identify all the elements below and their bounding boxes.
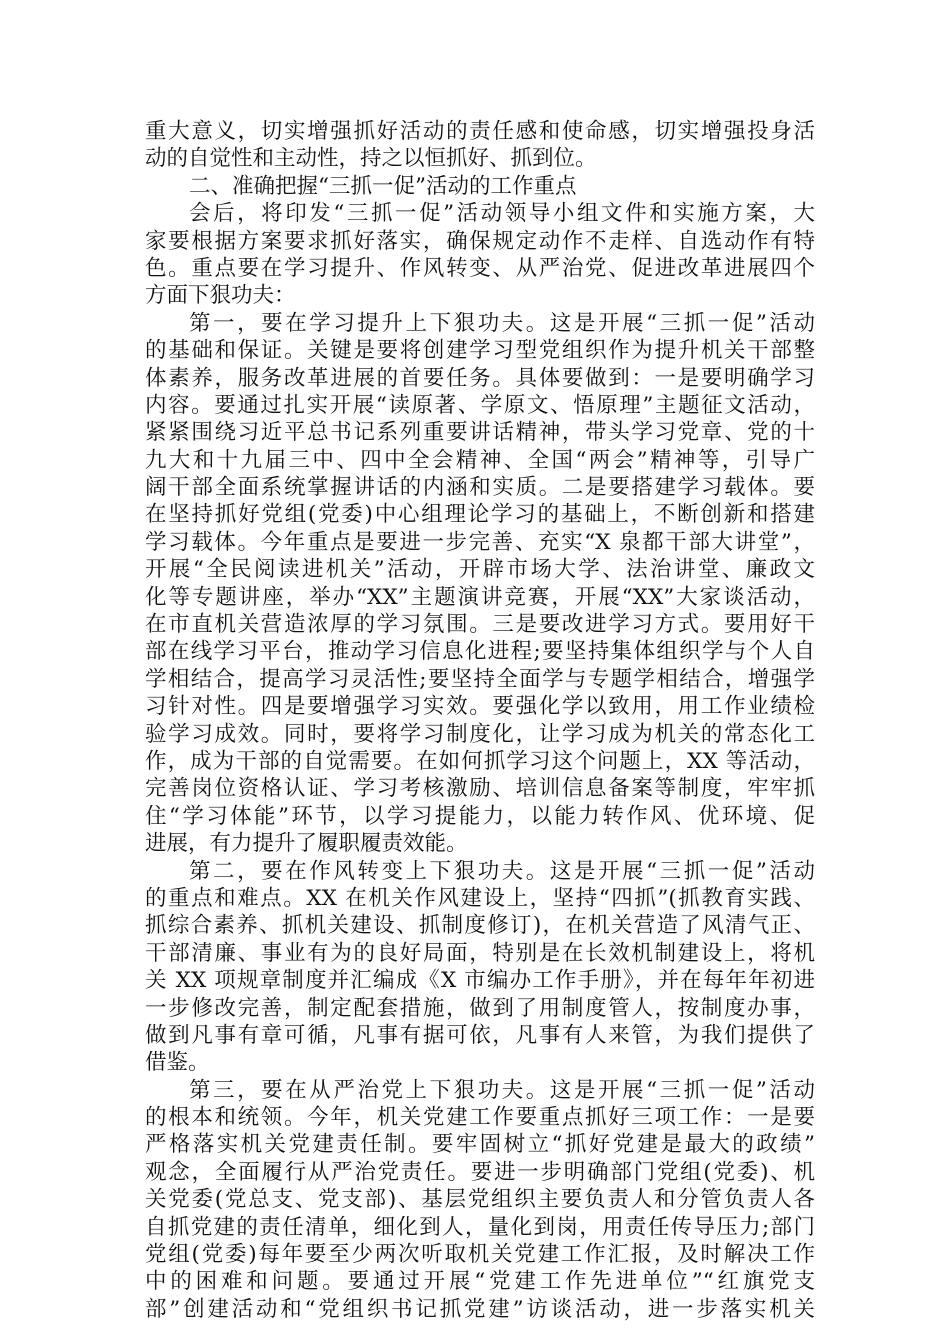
document-text-line: 会后，将印发“三抓一促”活动领导小组文件和实施方案，大 xyxy=(189,201,815,227)
document-text-line: 关 XX 项规章制度并汇编成《X 市编办工作手册》，并在每年年初进 xyxy=(145,968,815,994)
document-text-line: 的重点和难点。XX 在机关作风建设上，坚持“四抓”(抓教育实践、 xyxy=(145,885,815,911)
document-text-line: 在坚持抓好党组(党委)中心组理论学习的基础上，不断创新和搭建 xyxy=(145,502,815,528)
document-text-line: 严格落实机关党建责任制。要牢固树立“抓好党建是最大的政绩” xyxy=(145,1132,815,1158)
document-text-line: 第一，要在学习提升上下狠功夫。这是开展“三抓一促”活动 xyxy=(189,310,815,336)
document-text-line: 部在线学习平台，推动学习信息化进程;要坚持集体组织学与个人自 xyxy=(145,639,815,665)
document-text-line: 家要根据方案要求抓好落实，确保规定动作不走样、自选动作有特 xyxy=(145,228,815,254)
document-text-line: 部”创建活动和“党组织书记抓党建”访谈活动，进一步落实机关 xyxy=(145,1296,815,1322)
document-text-line: 的基础和保证。关键是要将创建学习型党组织作为提升机关干部整 xyxy=(145,338,815,364)
document-text-line: 第三，要在从严治党上下狠功夫。这是开展“三抓一促”活动 xyxy=(189,1077,815,1103)
document-text-line: 体素养，服务改革进展的首要任务。具体要做到：一是要明确学习 xyxy=(145,365,815,391)
document-text-line: 验学习成效。同时，要将学习制度化，让学习成为机关的常态化工 xyxy=(145,721,815,747)
document-text-line: 在市直机关营造浓厚的学习氛围。三是要改进学习方式。要用好干 xyxy=(145,612,815,638)
document-text-line: 开展“全民阅读进机关”活动，开辟市场大学、法治讲堂、廉政文 xyxy=(145,557,815,583)
document-text-line: 中的困难和问题。要通过开展“党建工作先进单位”“红旗党支 xyxy=(145,1269,815,1295)
document-text-line: 二、准确把握“三抓一促”活动的工作重点 xyxy=(189,173,577,199)
document-text-line: 学习载体。今年重点是要进一步完善、充实“X 泉都干部大讲堂”， xyxy=(145,529,815,555)
document-text-line: 的根本和统领。今年，机关党建工作要重点抓好三项工作：一是要 xyxy=(145,1105,815,1131)
document-text-line: 自抓党建的责任清单，细化到人，量化到岗，用责任传导压力;部门 xyxy=(145,1214,815,1240)
document-text-line: 抓综合素养、抓机关建设、抓制度修订)，在机关营造了风清气正、 xyxy=(145,913,815,939)
document-text-line: 动的自觉性和主动性，持之以恒抓好、抓到位。 xyxy=(145,146,597,172)
document-text-line: 完善岗位资格认证、学习考核激励、培训信息备案等制度，牢牢抓 xyxy=(145,776,815,802)
document-text-line: 内容。要通过扎实开展“读原著、学原文、悟原理”主题征文活动， xyxy=(145,392,815,418)
document-text-line: 干部清廉、事业有为的良好局面，特别是在长效机制建设上，将机 xyxy=(145,940,815,966)
document-text-line: 方面下狠功夫： xyxy=(145,283,296,309)
document-text-line: 化等专题讲座，举办“XX”主题演讲竞赛，开展“XX”大家谈活动， xyxy=(145,584,815,610)
document-text-line: 第二，要在作风转变上下狠功夫。这是开展“三抓一促”活动 xyxy=(189,858,815,884)
document-text-line: 习针对性。四是要增强学习实效。要强化学以致用，用工作业绩检 xyxy=(145,694,815,720)
document-text-line: 住“学习体能”环节，以学习提能力，以能力转作风、优环境、促 xyxy=(145,803,815,829)
document-text-line: 做到凡事有章可循，凡事有据可依，凡事有人来管，为我们提供了 xyxy=(145,1022,815,1048)
document-text-line: 重大意义，切实增强抓好活动的责任感和使命感，切实增强投身活 xyxy=(145,119,815,144)
document-text-line: 一步修改完善，制定配套措施，做到了用制度管人，按制度办事， xyxy=(145,995,815,1021)
document-text-line: 紧紧围绕习近平总书记系列重要讲话精神，带头学习党章、党的十 xyxy=(145,420,815,446)
document-text-line: 借鉴。 xyxy=(145,1050,210,1076)
document-text-line: 观念，全面履行从严治党责任。要进一步明确部门党组(党委)、机 xyxy=(145,1159,815,1185)
document-text-line: 党组(党委)每年要至少两次听取机关党建工作汇报，及时解决工作 xyxy=(145,1242,815,1268)
document-text-line: 色。重点要在学习提升、作风转变、从严治党、促进改革进展四个 xyxy=(145,255,815,281)
document-text-line: 九大和十九届三中、四中全会精神、全国“两会”精神等，引导广 xyxy=(145,447,815,473)
document-text-line: 进展，有力提升了履职履责效能。 xyxy=(145,831,468,857)
document-text-line: 阔干部全面系统掌握讲话的内涵和实质。二是要搭建学习载体。要 xyxy=(145,475,815,501)
document-page xyxy=(145,118,815,1323)
document-text-line: 作，成为干部的自觉需要。在如何抓学习这个问题上，XX 等活动， xyxy=(145,748,815,774)
document-text-line: 学相结合，提高学习灵活性;要坚持全面学与专题学相结合，增强学 xyxy=(145,666,815,692)
document-text-line: 关党委(党总支、党支部)、基层党组织主要负责人和分管负责人各 xyxy=(145,1187,815,1213)
